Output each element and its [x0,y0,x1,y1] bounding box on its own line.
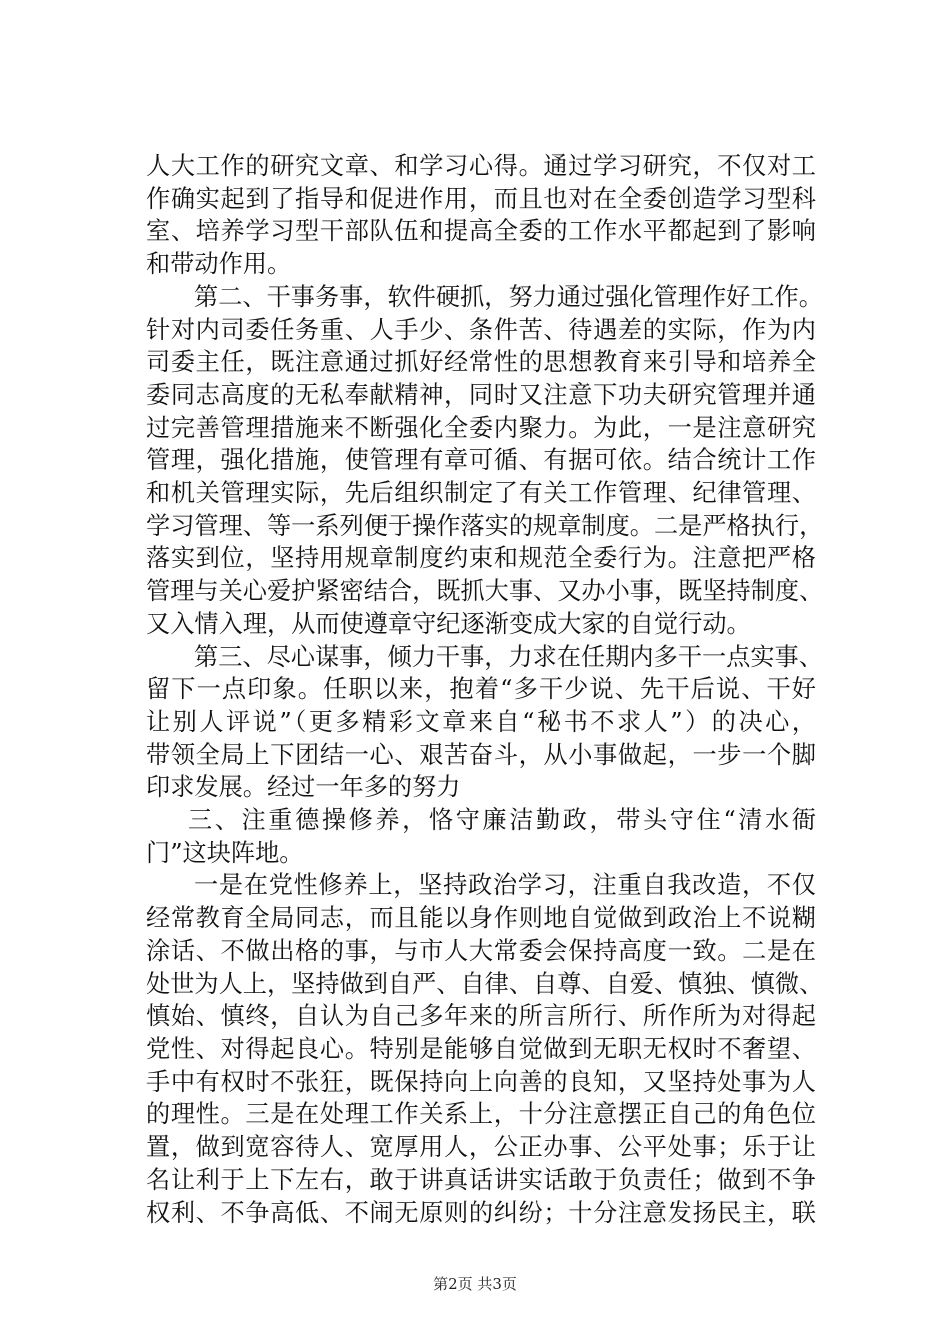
document-body [146,150,824,1229]
text-line: 名让利于上下左右，敢于讲真话讲实话敢于负责任；做到不争 [146,1165,816,1194]
section-heading-line: 门”这块阵地。 [146,838,304,867]
text-line: 留下一点印象。任职以来，抱着“多干少说、先干后说、干好 [146,675,816,704]
text-line: 手中有权时不张狂，既保持向上向善的良知，又坚持处事为人 [146,1067,816,1096]
text-line: 慎始、慎终，自认为自己多年来的所言所行、所作所为对得起 [146,1002,816,1031]
text-line: 针对内司委任务重、人手少、条件苦、待遇差的实际，作为内 [146,315,816,344]
text-line: 学习管理、等一系列便于操作落实的规章制度。二是严格执行， [146,511,824,540]
text-line: 落实到位，坚持用规章制度约束和规范全委行为。注意把严格 [146,544,816,573]
text-line: 作确实起到了指导和促进作用，而且也对在全委创造学习型科 [146,184,816,213]
text-line: 室、培养学习型干部队伍和提高全委的工作水平都起到了影响 [146,217,816,246]
paragraph-heading-line: 第二、干事务事，软件硬抓，努力通过强化管理作好工作。 [194,282,823,311]
text-line: 管理与关心爱护紧密结合，既抓大事、又办小事，既坚持制度、 [146,577,824,606]
text-line: 司委主任，既注意通过抓好经常性的思想教育来引导和培养全 [146,348,816,377]
text-line: 处世为人上，坚持做到自严、自律、自尊、自爱、慎独、慎微、 [146,969,824,998]
text-line: 涂话、不做出格的事，与市人大常委会保持高度一致。二是在 [146,936,816,965]
text-line: 又入情入理，从而使遵章守纪逐渐变成大家的自觉行动。 [146,609,751,638]
text-line: 过完善管理措施来不断强化全委内聚力。为此，一是注意研究 [146,413,816,442]
text-line: 人大工作的研究文章、和学习心得。通过学习研究，不仅对工 [146,152,816,180]
text-line: 和机关管理实际，先后组织制定了有关工作管理、纪律管理、 [146,479,816,508]
text-line: 的理性。三是在处理工作关系上，十分注意摆正自己的角色位 [146,1100,816,1129]
text-line: 委同志高度的无私奉献精神，同时又注意下功夫研究管理并通 [146,380,816,409]
text-line: 和带动作用。 [146,250,292,279]
text-line: 一是在党性修养上，坚持政治学习，注重自我改造，不仅 [194,871,816,900]
text-line: 经常教育全局同志，而且能以身作则地自觉做到政治上不说糊 [146,904,816,933]
text-line: 党性、对得起良心。特别是能够自觉做到无职无权时不奢望、 [146,1034,816,1063]
text-line: 权利、不争高低、不闹无原则的纠纷；十分注意发扬民主，联 [146,1198,816,1227]
text-line: 管理，强化措施，使管理有章可循、有据可依。结合统计工作 [146,446,816,475]
paragraph-heading-line: 第三、尽心谋事，倾力干事，力求在任期内多干一点实事、 [194,642,823,671]
section-heading-line: 三、注重德操修养，恪守廉洁勤政，带头守住“清水衙 [188,806,816,835]
text-line: 带领全局上下团结一心、艰苦奋斗，从小事做起，一步一个脚 [146,740,816,769]
text-line: 置，做到宽容待人、宽厚用人，公正办事、公平处事；乐于让 [146,1133,816,1162]
page-number-footer: 第2页 共3页 [433,1275,517,1293]
text-line: 让别人评说”（更多精彩文章来自“秘书不求人”）的决心， [146,707,816,736]
text-line: 印求发展。经过一年多的努力 [146,773,461,802]
